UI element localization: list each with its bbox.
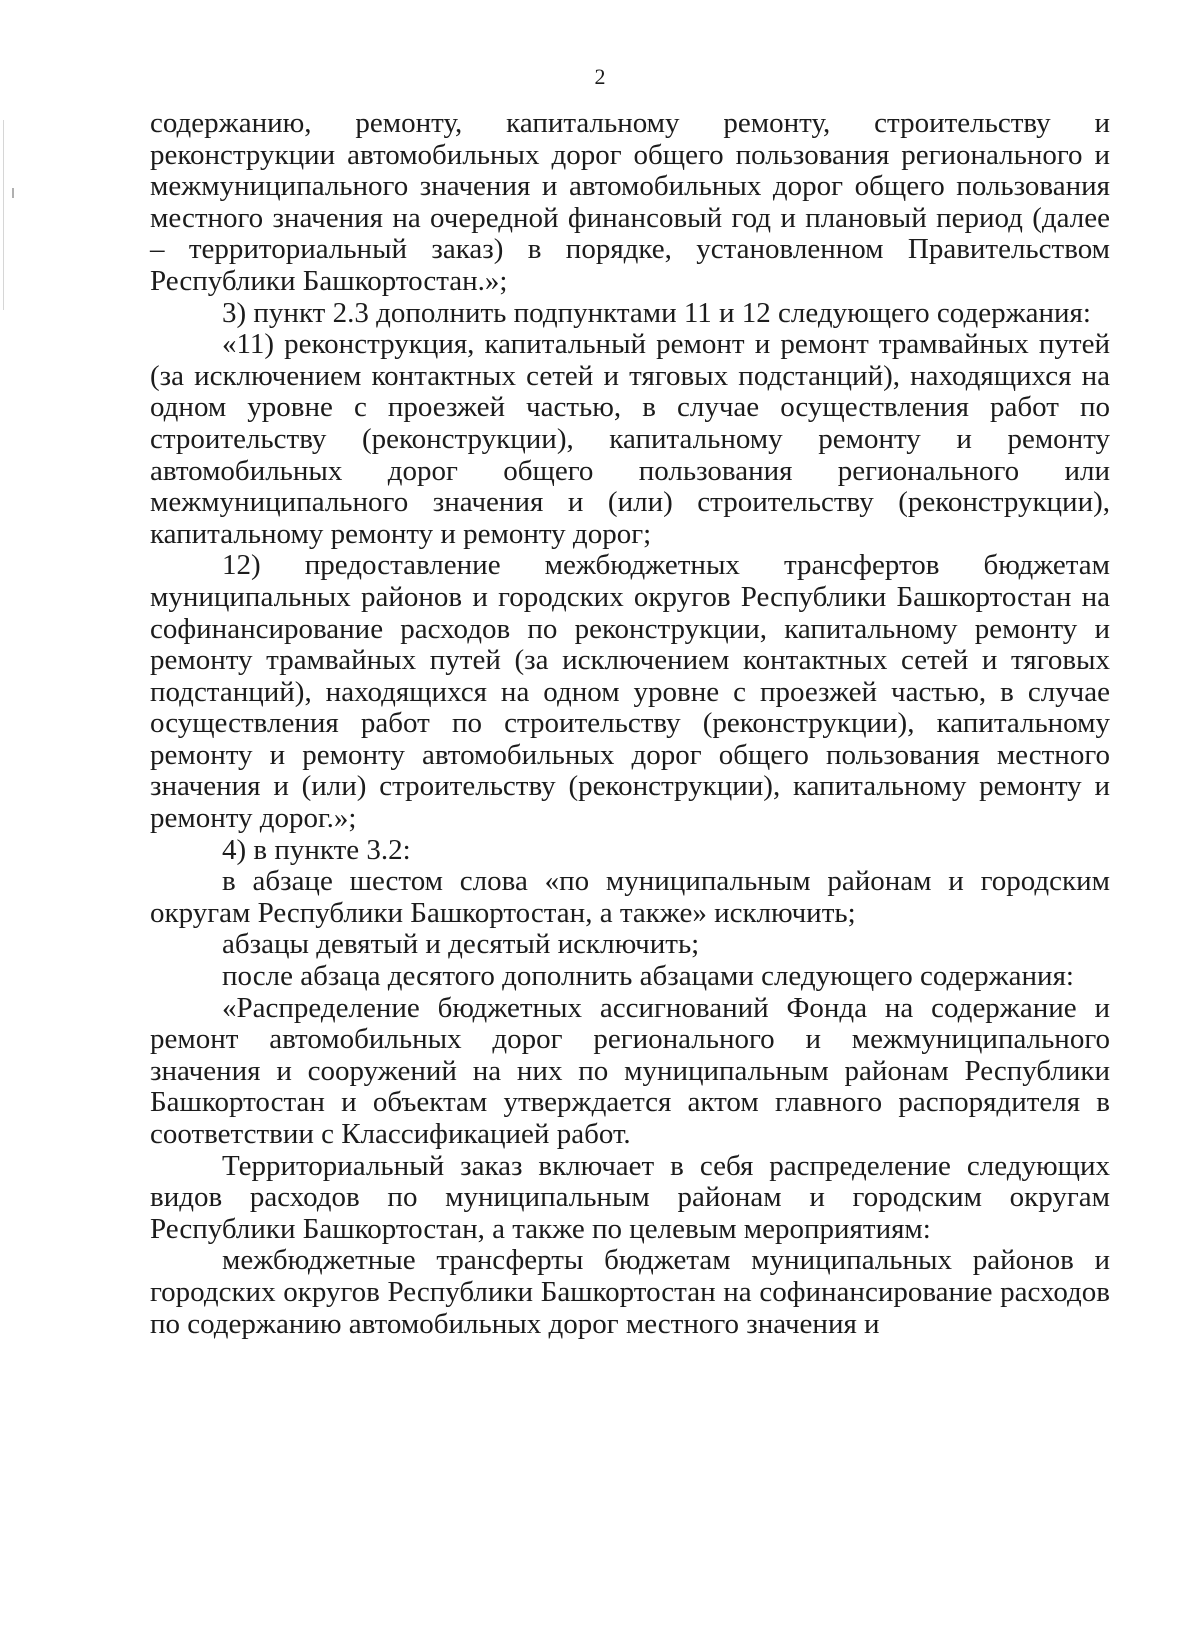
paragraph-distribution: «Распределение бюджетных ассигнований Фонда на содержание и ремонт автомобильных дорог регионального и межмуниципального значения и сооружений на них по муниципальным районам Республики Башкортостан и объектам утверждается актом главного распорядителя в соответствии с Классификацией работ. [150, 991, 1110, 1150]
paragraph-subitem-12: 12) предоставление межбюджетных трансфертов бюджетам муниципальных районов и городских округов Республики Башкортостан на софинансирование расходов по реконструкции, капитальному ремонту и ремонту трамвайных путей (за исключением контактных сетей и тяговых подстанций), находящихся на одном уровне с проезжей частью, в случае осуществления работ по строительству (реконструкции), капитальному ремонту и ремонту автомобильных дорог общего пользования местного значения и (или) строительству (реконструкции), капитальному ремонту и ремонту дорог.»; [150, 549, 1110, 835]
document-body [150, 108, 1110, 1340]
scan-edge-mark [3, 120, 4, 310]
page-number: 2 [594, 64, 606, 89]
paragraph-abzac-9-10: абзацы девятый и десятый исключить; [222, 928, 700, 961]
paragraph-item-3: 3) пункт 2.3 дополнить подпунктами 11 и 12 следующего содержания: [222, 296, 1091, 329]
paragraph-abzac-6: в абзаце шестом слова «по муниципальным районам и городским округам Республики Башкортостан, а также» исключить; [150, 865, 1110, 929]
paragraph-territorial-order: Территориальный заказ включает в себя распределение следующих видов расходов по муниципальным районам и городским округам Республики Башкортостан, а также по целевым мероприятиям: [150, 1149, 1110, 1245]
paragraph-subitem-11: «11) реконструкция, капитальный ремонт и ремонт трамвайных путей (за исключением контактных сетей и тяговых подстанций), находящихся на одном уровне с проезжей частью, в случае осуществления работ по строительству (реконструкции), капитальному ремонту и ремонту автомобильных дорог общего пользования регионального или межмуниципального значения и (или) строительству (реконструкции), капитальному ремонту и ремонту дорог; [150, 328, 1110, 550]
paragraph-item-4: 4) в пункте 3.2: [222, 833, 411, 866]
paragraph-after-abzac-10: после абзаца десятого дополнить абзацами следующего содержания: [222, 960, 1074, 993]
scan-speck [12, 188, 14, 198]
paragraph-continuation: содержанию, ремонту, капитальному ремонту, строительству и реконструкции автомобильных дорог общего пользования регионального и межмуниципального значения и автомобильных дорог общего пользования местного значения на очередной финансовый год и плановый период (далее – территориальный заказ) в порядке, установленном Правительством Республики Башкортостан.»; [150, 107, 1110, 297]
paragraph-transfers: межбюджетные трансферты бюджетам муниципальных районов и городских округов Республики Башкортостан на софинансирование расходов по содержанию автомобильных дорог местного значения и [150, 1244, 1110, 1340]
